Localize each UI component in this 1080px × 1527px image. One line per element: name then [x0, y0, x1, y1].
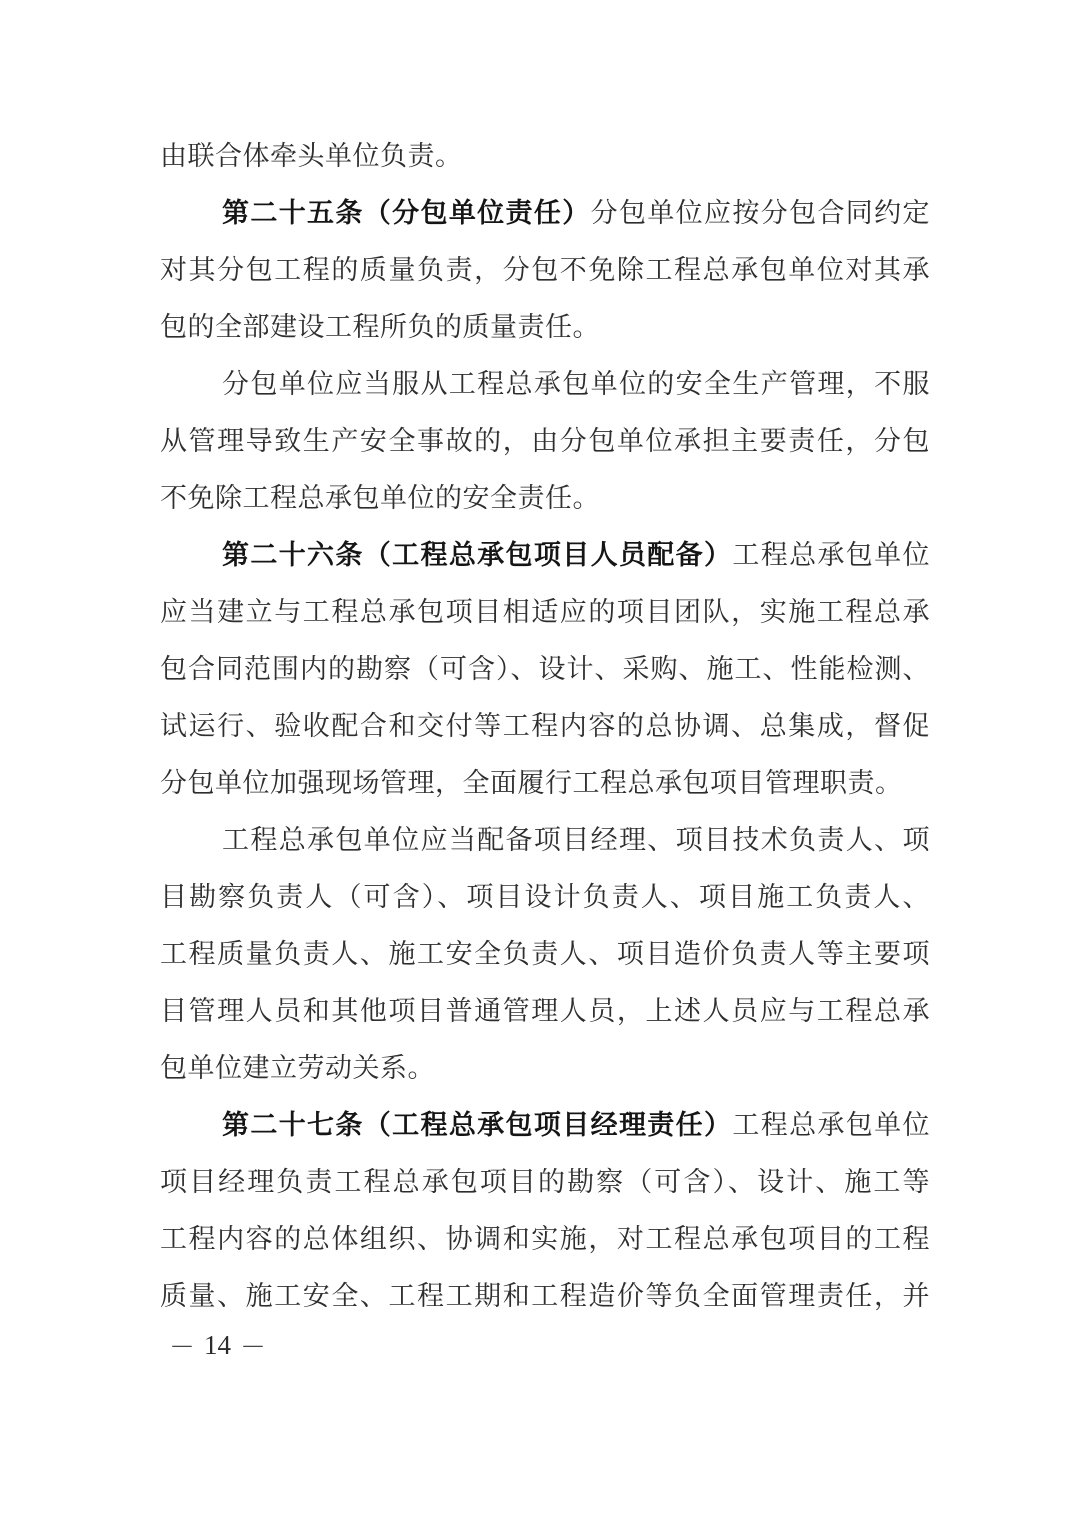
body-text: 工程总承包单位: [732, 540, 930, 570]
body-text: 从管理导致生产安全事故的，由分包单位承担主要责任，分包: [160, 426, 930, 456]
body-text: 不免除工程总承包单位的安全责任。: [160, 483, 600, 513]
text-line: [160, 1097, 930, 1154]
text-line: [160, 1040, 930, 1097]
body-text: 目勘察负责人（可含）、项目设计负责人、项目施工负责人、: [160, 882, 930, 912]
article-heading: 第二十五条（分包单位责任）: [222, 198, 591, 228]
text-line: [160, 812, 930, 869]
body-text: 应当建立与工程总承包项目相适应的项目团队，实施工程总承: [160, 597, 930, 627]
text-line: [160, 755, 930, 812]
text-line: [160, 470, 930, 527]
body-text: 工程质量负责人、施工安全负责人、项目造价负责人等主要项: [160, 939, 930, 969]
body-text: 质量、施工安全、工程工期和工程造价等负全面管理责任，并: [160, 1281, 930, 1311]
footer-right-dash: —: [243, 1332, 263, 1358]
body-text: 对其分包工程的质量负责，分包不免除工程总承包单位对其承: [160, 255, 930, 285]
text-line: [160, 983, 930, 1040]
footer-left-dash: —: [172, 1332, 192, 1358]
text-line: [160, 869, 930, 926]
body-text: 工程总承包单位: [732, 1110, 930, 1140]
text-line: [160, 185, 930, 242]
text-line: [160, 527, 930, 584]
text-line: [160, 584, 930, 641]
article-heading: 第二十六条（工程总承包项目人员配备）: [222, 540, 733, 570]
text-line: [160, 1154, 930, 1211]
text-line: [160, 1211, 930, 1268]
text-line: [160, 413, 930, 470]
body-text: 分包单位加强现场管理，全面履行工程总承包项目管理职责。: [160, 768, 903, 798]
article-heading: 第二十七条（工程总承包项目经理责任）: [222, 1110, 733, 1140]
body-text: 目管理人员和其他项目普通管理人员，上述人员应与工程总承: [160, 996, 930, 1026]
page-footer: [170, 1330, 265, 1361]
text-line: [160, 356, 930, 413]
body-text: 包合同范围内的勘察（可含）、设计、采购、施工、性能检测、: [160, 654, 930, 684]
text-line: [160, 641, 930, 698]
body-text: 工程内容的总体组织、协调和实施，对工程总承包项目的工程: [160, 1224, 930, 1254]
footer-page-number: 14: [204, 1330, 231, 1360]
text-line: [160, 1268, 930, 1325]
text-line: [160, 299, 930, 356]
text-line: [160, 926, 930, 983]
document-body: [160, 128, 930, 1325]
body-text: 工程总承包单位应当配备项目经理、项目技术负责人、项: [222, 825, 930, 855]
body-text: 分包单位应当服从工程总承包单位的安全生产管理，不服: [222, 369, 930, 399]
body-text: 包单位建立劳动关系。: [160, 1053, 435, 1083]
text-line: [160, 128, 930, 185]
body-text: 项目经理负责工程总承包项目的勘察（可含）、设计、施工等: [160, 1167, 930, 1197]
body-text: 包的全部建设工程所负的质量责任。: [160, 312, 600, 342]
text-line: [160, 698, 930, 755]
text-line: [160, 242, 930, 299]
body-text: 分包单位应按分包合同约定: [590, 198, 931, 228]
body-text: 由联合体牵头单位负责。: [160, 141, 463, 171]
body-text: 试运行、验收配合和交付等工程内容的总协调、总集成，督促: [160, 711, 930, 741]
